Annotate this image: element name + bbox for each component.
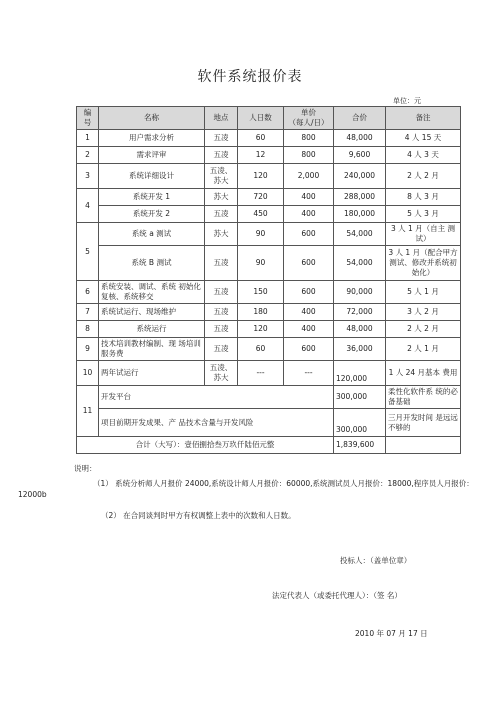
sum-remark xyxy=(386,437,461,454)
cell-remark: 5 人 1 月 xyxy=(386,281,461,304)
cell-remark: 4 人 3 天 xyxy=(386,147,461,164)
cell-price: 600 xyxy=(284,338,334,361)
cell-remark: 8 人 3 月 xyxy=(386,189,461,206)
cell-name: 系统运行 xyxy=(99,321,205,338)
table-row xyxy=(77,361,461,386)
table-row xyxy=(77,304,461,321)
header-no: 编 号 xyxy=(77,107,99,130)
cell-price: 400 xyxy=(284,189,334,206)
cell-name: 开发平台 xyxy=(99,386,334,409)
cell-name: 系统详细设计 xyxy=(99,164,205,189)
cell-remark: 2 人 2 月 xyxy=(386,321,461,338)
cell-place: 五凌、苏大 xyxy=(205,164,238,189)
cell-price: 400 xyxy=(284,321,334,338)
cell-remark: 3 人 1 月（自主 测试） xyxy=(386,223,461,246)
cell-price: 400 xyxy=(284,304,334,321)
cell-price: 400 xyxy=(284,206,334,223)
cell-remark: 三月开发时间 是远远不够的 xyxy=(386,409,461,437)
cell-days: 150 xyxy=(238,281,284,304)
cell-days: 120 xyxy=(238,321,284,338)
cell-days: 60 xyxy=(238,130,284,147)
cell-days: 120 xyxy=(238,164,284,189)
header-price-line2: （每人/日） xyxy=(288,118,329,127)
cell-total: 300,000 xyxy=(334,386,386,409)
cell-no: 10 xyxy=(77,361,99,386)
table-row xyxy=(77,281,461,304)
cell-price: --- xyxy=(284,361,334,386)
cell-remark: 柔性化软件系 统的必备基础 xyxy=(386,386,461,409)
cell-days: 90 xyxy=(238,223,284,246)
header-days: 人日数 xyxy=(238,107,284,130)
cell-no: 4 xyxy=(77,189,99,223)
cell-place: 五凌 xyxy=(205,304,238,321)
header-remark: 备注 xyxy=(386,107,461,130)
cell-no: 1 xyxy=(77,130,99,147)
table-row xyxy=(77,189,461,206)
cell-place: 五凌 xyxy=(205,130,238,147)
cell-days: 60 xyxy=(238,338,284,361)
header-total: 合价 xyxy=(334,107,386,130)
cell-no: 5 xyxy=(77,223,99,281)
cell-total: 180,000 xyxy=(334,206,386,223)
cell-place: 苏大 xyxy=(205,189,238,206)
table-row xyxy=(77,147,461,164)
sum-total: 1,839,600 xyxy=(334,437,386,454)
cell-place: 五凌、苏大 xyxy=(205,361,238,386)
notes-label: 说明： xyxy=(74,464,97,473)
cell-remark: 3 人 1 月（配合甲方测试、修改并系统初始化） xyxy=(386,246,461,281)
unit-label: 单位：元 xyxy=(393,97,421,105)
cell-place: 五凌 xyxy=(205,338,238,361)
cell-total: 120,000 xyxy=(334,361,386,386)
cell-total: 240,000 xyxy=(334,164,386,189)
cell-name: 系统开发 2 xyxy=(99,206,205,223)
cell-total: 288,000 xyxy=(334,189,386,206)
cell-no: 9 xyxy=(77,338,99,361)
cell-remark: 3 人 2 月 xyxy=(386,304,461,321)
cell-total: 54,000 xyxy=(334,223,386,246)
table-row xyxy=(77,246,461,281)
cell-name: 两年试运行 xyxy=(99,361,205,386)
bidder-signature: 投标人：（盖单位章） xyxy=(340,556,412,565)
cell-place: 五凌 xyxy=(205,147,238,164)
cell-days: 180 xyxy=(238,304,284,321)
cell-place: 五凌 xyxy=(205,321,238,338)
cell-place: 苏大 xyxy=(205,223,238,246)
cell-total: 300,000 xyxy=(334,409,386,437)
cell-name: 技术培训教材编制、现 场培训服务费 xyxy=(99,338,205,361)
cell-price: 600 xyxy=(284,246,334,281)
header-place: 地点 xyxy=(205,107,238,130)
sum-label: 合计（大写）：壹佰捌拾叁万玖仟陆佰元整 xyxy=(77,437,334,454)
cell-price: 600 xyxy=(284,281,334,304)
table-row xyxy=(77,386,461,409)
cell-name: 系统开发 1 xyxy=(99,189,205,206)
cell-no: 2 xyxy=(77,147,99,164)
cell-days: 90 xyxy=(238,246,284,281)
cell-total: 9,600 xyxy=(334,147,386,164)
cell-total: 54,000 xyxy=(334,246,386,281)
cell-price: 800 xyxy=(284,147,334,164)
quote-table xyxy=(76,106,461,454)
cell-remark: 5 人 3 月 xyxy=(386,206,461,223)
table-row xyxy=(77,338,461,361)
cell-name: 用户需求分析 xyxy=(99,130,205,147)
cell-place: 五凌 xyxy=(205,246,238,281)
table-row xyxy=(77,409,461,437)
cell-name: 需求评审 xyxy=(99,147,205,164)
header-name: 名称 xyxy=(99,107,205,130)
table-row xyxy=(77,164,461,189)
cell-price: 600 xyxy=(284,223,334,246)
legal-representative-signature: 法定代表人（或委托代理人）：（签 名） xyxy=(272,591,402,600)
cell-no: 7 xyxy=(77,304,99,321)
cell-no: 11 xyxy=(77,386,99,437)
cell-total: 36,000 xyxy=(334,338,386,361)
note-1: （1） 系统分析师人月报价 24000,系统设计师人月报价：60000,系统测试员人月报价：18000,程序员人月报价：12000b xyxy=(18,479,474,499)
cell-name: 系统试运行、现场维护 xyxy=(99,304,205,321)
cell-total: 90,000 xyxy=(334,281,386,304)
cell-remark: 4 人 15 天 xyxy=(386,130,461,147)
cell-name: 系统安装、调试、系统 初始化复核、系统移交 xyxy=(99,281,205,304)
cell-place: 五凌 xyxy=(205,206,238,223)
cell-remark: 2 人 1 月 xyxy=(386,338,461,361)
cell-name: 系统 a 测试 xyxy=(99,223,205,246)
sum-row xyxy=(77,437,461,454)
cell-remark: 1 人 24 月基本 费用 xyxy=(386,361,461,386)
cell-days: --- xyxy=(238,361,284,386)
page-title: 软件系统报价表 xyxy=(197,69,303,85)
cell-total: 48,000 xyxy=(334,321,386,338)
header-row xyxy=(77,107,461,130)
cell-name: 系统 B 测试 xyxy=(99,246,205,281)
cell-place: 五凌 xyxy=(205,281,238,304)
cell-days: 12 xyxy=(238,147,284,164)
sign-date: 2010 年 07 月 17 日 xyxy=(355,629,428,638)
header-price-line1: 单价 xyxy=(301,108,316,117)
cell-price: 800 xyxy=(284,130,334,147)
cell-no: 6 xyxy=(77,281,99,304)
cell-no: 8 xyxy=(77,321,99,338)
table-row xyxy=(77,223,461,246)
cell-total: 72,000 xyxy=(334,304,386,321)
table-row xyxy=(77,321,461,338)
header-price xyxy=(284,107,334,130)
cell-days: 450 xyxy=(238,206,284,223)
cell-total: 48,000 xyxy=(334,130,386,147)
cell-days: 720 xyxy=(238,189,284,206)
table-row xyxy=(77,206,461,223)
table-row xyxy=(77,130,461,147)
cell-price: 2,000 xyxy=(284,164,334,189)
cell-no: 3 xyxy=(77,164,99,189)
note-2: （2） 在合同谈判时甲方有权调整上表中的次数和人日数。 xyxy=(101,511,296,520)
cell-name: 项目前期开发成果、产 品技术含量与开发风险 xyxy=(99,409,334,437)
cell-remark: 2 人 2 月 xyxy=(386,164,461,189)
